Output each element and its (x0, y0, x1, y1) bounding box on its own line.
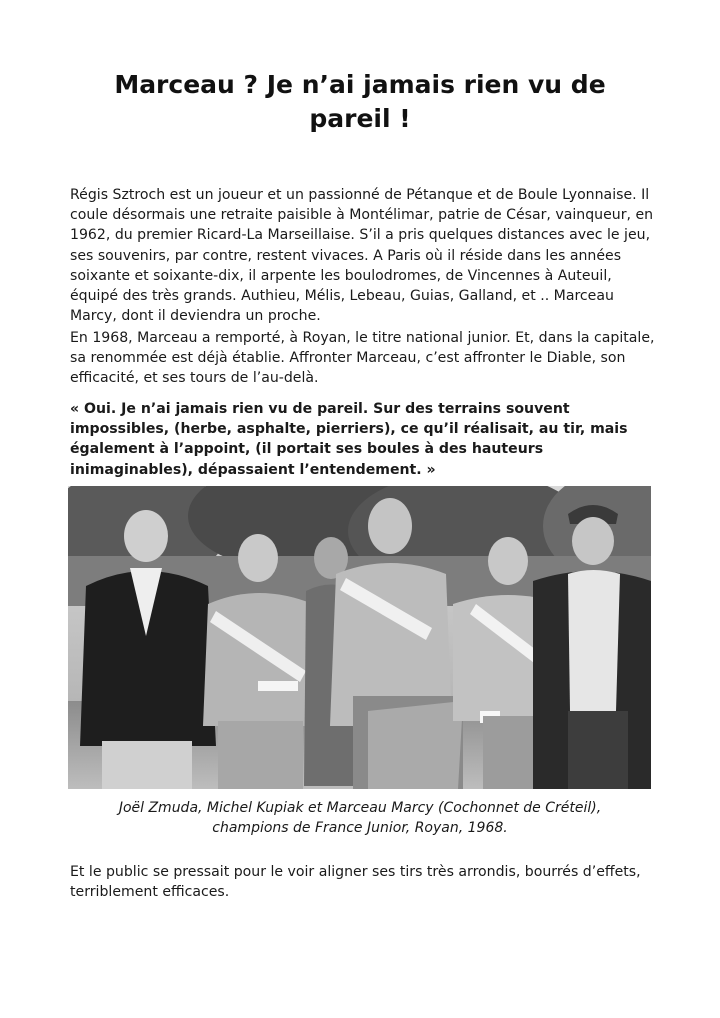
article-title (60, 68, 660, 136)
photo-caption-line1: Joël Zmuda, Michel Kupiak et Marceau Marcy (Cochonnet de Créteil), (118, 800, 602, 816)
article-title-line2: pareil ! (309, 104, 411, 133)
closing-paragraph: Et le public se pressait pour le voir aligner ses tirs très arrondis, bourrés d’effets, terriblement efficaces. (70, 864, 641, 901)
team-photo (68, 486, 651, 789)
second-paragraph: En 1968, Marceau a remporté, à Royan, le titre national junior. Et, dans la capitale, sa renommée est déjà établie. Affronter Marceau, c’est affronter le Diable, son efficacité, et ses tours de l’au-delà. (70, 330, 655, 387)
photo-caption-line2: champions de France Junior, Royan, 1968. (212, 820, 508, 836)
article-title-line1: Marceau ? Je n’ai jamais rien vu de (114, 70, 606, 99)
photo-caption (70, 798, 650, 838)
quote-paragraph: « Oui. Je n’ai jamais rien vu de pareil. Sur des terrains souvent impossibles, (herbe, asphalte, pierriers), ce qu’il réalisait, au tir, mais également à l’appoint, (il portait ses boules à des hauteurs inimaginables), dépassaient l’entendement. » (70, 401, 628, 478)
intro-paragraph: Régis Sztroch est un joueur et un passionné de Pétanque et de Boule Lyonnaise. Il coule désormais une retraite paisible à Montélimar, patrie de César, vainqueur, en 1962, du premier Ricard-La Marseillaise. S’il a pris quelques distances avec le jeu, ses souvenirs, par contre, restent vivaces. A Paris où il réside dans les années soixante et soixante-dix, il arpente les boulodromes, de Vincennes à Auteuil, équipé des très grands. Authieu, Mélis, Lebeau, Guias, Galland, et .. Marceau Marcy, dont il deviendra un proche. (70, 187, 654, 325)
